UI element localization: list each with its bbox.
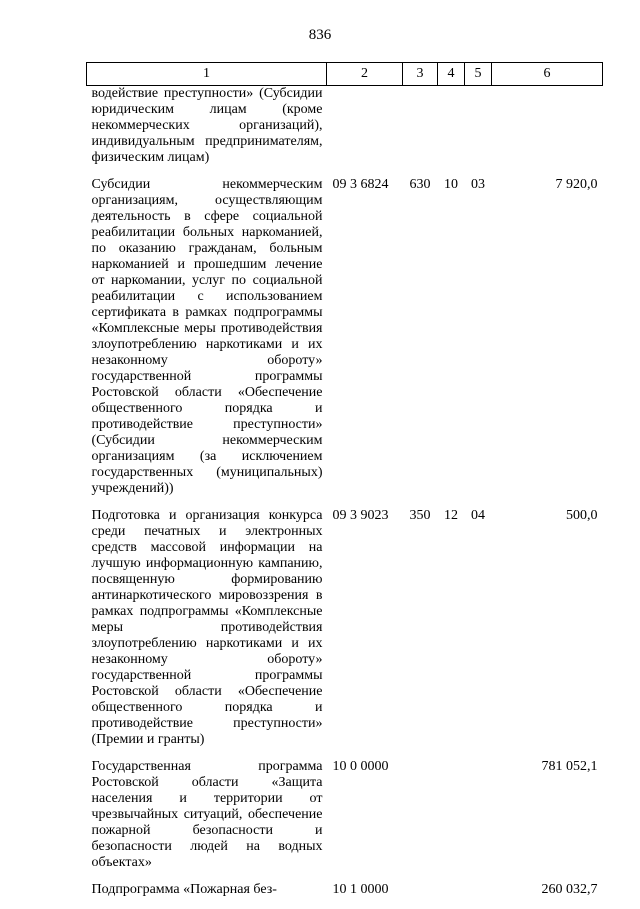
column-header-1: 1 <box>87 63 327 86</box>
column-header-3: 3 <box>403 63 438 86</box>
row-amount: 500,0 <box>566 508 598 523</box>
row-col5: 04 <box>471 508 485 523</box>
row-col3 <box>403 86 438 178</box>
budget-table <box>86 62 603 909</box>
row-description: Подготовка и организация конкурса среди печатных и электронных средств массовой информации на лучшую информационную кампанию, посвященную формированию антинаркотического мировоззрения в рамках подпрограммы «Комплексные меры противодействия злоупотреблению наркотиками и их незаконному обороту» государственной программы Ростовской области «Обеспечение общественного порядка и противодействие преступности» (Премии и гранты) <box>91 508 323 747</box>
table-row <box>87 759 603 882</box>
row-amount: 260 032,7 <box>541 882 598 897</box>
row-col4 <box>438 759 465 882</box>
row-col3 <box>403 759 438 882</box>
row-col3: 350 <box>409 508 431 523</box>
row-code: 10 1 0000 <box>332 882 389 897</box>
table-header-row <box>87 63 603 86</box>
row-code: 09 3 9023 <box>332 508 389 523</box>
row-col3: 630 <box>409 177 431 192</box>
row-description: водействие преступности» (Субсидии юридическим лицам (кроме некоммерческих организаций), индивидуальным предпринимателям, физическим лицам) <box>91 86 323 165</box>
column-header-5: 5 <box>465 63 492 86</box>
row-col5 <box>465 759 492 882</box>
row-col5: 03 <box>471 177 485 192</box>
column-header-4: 4 <box>438 63 465 86</box>
column-header-6: 6 <box>492 63 603 86</box>
row-description: Подпрограмма «Пожарная без- <box>91 882 277 897</box>
table-row <box>87 508 603 759</box>
row-col4: 12 <box>444 508 458 523</box>
row-code <box>327 86 403 178</box>
row-amount <box>492 86 603 178</box>
row-description: Государственная программа Ростовской области «Защита населения и территории от чрезвычайных ситуаций, обеспечение пожарной безопасности и безопасности людей на водных объектах» <box>91 759 323 870</box>
table-row <box>87 177 603 508</box>
table-row <box>87 86 603 178</box>
row-description: Субсидии некоммерческим организациям, осуществляющим деятельность в сфере социальной реабилитации больных наркоманией, по оказанию гражданам, больным наркоманией и прошедшим лечение от наркомании, услуг по социальной реабилитации с использованием сертификата в рамках подпрограммы «Комплексные меры противодействия злоупотреблению наркотиками и их незаконному обороту» государственной программы Ростовской области «Обеспечение общественного порядка и противодействие преступности» (Субсидии некоммерческим организациям (за исключением государственных (муниципальных) учреждений)) <box>91 177 323 496</box>
row-code: 10 0 0000 <box>332 759 389 774</box>
row-col5 <box>465 86 492 178</box>
row-amount: 781 052,1 <box>541 759 598 774</box>
column-header-2: 2 <box>327 63 403 86</box>
row-col4: 10 <box>444 177 458 192</box>
row-amount: 7 920,0 <box>555 177 598 192</box>
row-col4 <box>438 86 465 178</box>
row-code: 09 3 6824 <box>332 177 389 192</box>
page-number: 836 <box>308 27 332 43</box>
